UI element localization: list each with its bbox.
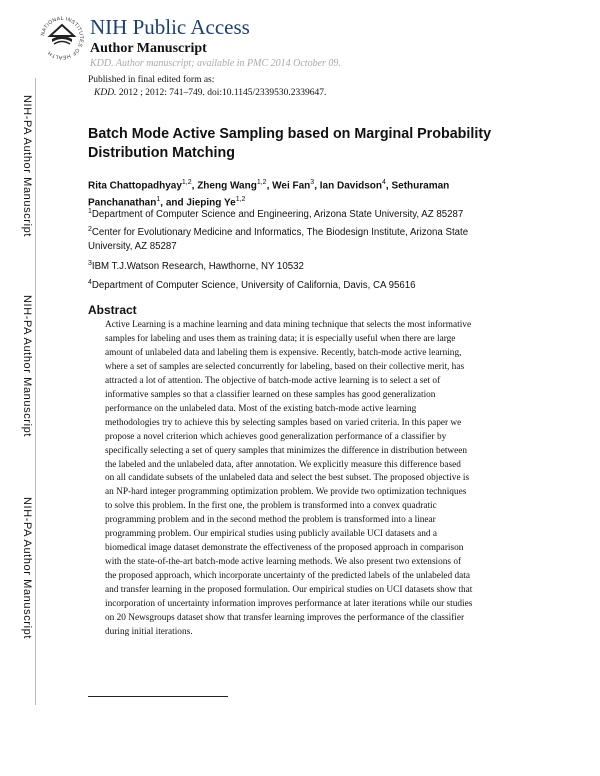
abstract-line: amount of unlabeled data and labeling them is expensive. Recently, batch-mode active learning, xyxy=(105,347,462,358)
logo-ring-text: NATIONAL INSTITUTES OF HEALTH xyxy=(40,15,85,61)
abstract-line: biomedical image dataset demonstrate the effectiveness of the proposed approach in comparison xyxy=(105,543,464,554)
sidebar-rule xyxy=(35,78,36,705)
abstract-line: and transfer learning in the proposed formulation. Our empirical studies on UCI datasets show that xyxy=(105,585,473,596)
abstract-line: samples for labeling and uses them as training data; it is especially useful when there are large xyxy=(105,333,456,344)
publication-citation xyxy=(94,88,326,98)
abstract-line: specifically selecting a set of query samples that minimizes the difference in distribution between xyxy=(105,445,468,456)
abstract-line: attracted a lot of attention. The objective of batch-mode active learning is to select a set of xyxy=(105,375,441,386)
author: Sethuraman Panchanathan xyxy=(88,180,450,209)
abstract-line: with the state-of-the-art batch-mode active learning methods. We also present two extensions of xyxy=(105,557,462,568)
author: Wei Fan xyxy=(272,180,311,192)
paper-title: Batch Mode Active Sampling based on Marginal Probability Distribution Matching xyxy=(88,126,492,161)
abstract-line: propose a novel criterion which achieves good generalization performance of a classifier by xyxy=(105,431,447,442)
affiliation: $^1$Department of Computer Science and Engineering, Arizona State University, AZ 85287 xyxy=(88,208,464,221)
abstract-line: the proposed approach, which incorporate uncertainty of the predicted labels of the unlabeled data xyxy=(105,571,471,582)
author-affiliation: 1,2 xyxy=(235,196,246,204)
author-list: Rita Chattopadhyay$^{1,2}$, Zheng Wang$^{1,2}$, Wei Fan$^3$, Ian Davidson$^4$, Sethuraman Panchanathan$^1$, and Jieping Ye$^{1,2}$ xyxy=(88,179,450,209)
abstract-line: Active Learning is a machine learning and data mining technique that selects the most informative xyxy=(105,320,472,330)
nih-public-access-title: NIH Public Access xyxy=(90,15,250,39)
abstract-line: an NP-hard integer programming optimization problem. We provide two optimization techniques xyxy=(105,487,467,498)
author-affiliation: 1,2 xyxy=(256,179,267,186)
abstract-line: the labeled and the unlabeled data, after annotation. We explicitly measure this difference based xyxy=(105,459,461,470)
abstract-line: incorporation of uncertainty information improves performance at later iterations while our studies xyxy=(105,599,473,610)
abstract-line: methodologies try to achieve this by selecting samples based on varied criteria. In this paper we xyxy=(105,417,462,428)
journal-name: KDD. xyxy=(94,88,117,98)
affiliation: $^4$Department of Computer Science, University of California, Davis, CA 95616 xyxy=(88,279,416,292)
sidebar-label-1: NIH-PA Author Manuscript xyxy=(21,95,33,237)
citation-details: 2012 ; 2012: 741–749. doi:10.1145/2339530.2339647. xyxy=(118,88,327,98)
nih-seal-logo xyxy=(38,8,86,68)
author: Jieping Ye xyxy=(186,197,236,209)
sidebar-label-3: NIH-PA Author Manuscript xyxy=(21,497,33,639)
affiliation: $^3$IBM T.J.Watson Research, Hawthorne, NY 10532 xyxy=(88,260,304,273)
author-manuscript-label: Author Manuscript xyxy=(90,41,207,56)
abstract-line: to solve this problem. In the first one, the problem is transformed into a convex quadratic xyxy=(105,501,437,512)
abstract-heading: Abstract xyxy=(88,303,137,317)
abstract-line: during initial iterations. xyxy=(105,626,193,637)
author: Rita Chattopadhyay xyxy=(88,180,182,192)
author: Zheng Wang xyxy=(197,180,257,192)
abstract-line: performance on the unlabeled data. Most of the existing batch-mode active learning xyxy=(105,403,417,414)
affiliation: $^2$Center for Evolutionary Medicine and Informatics, The Biodesign Institute, Arizona State University, AZ 85287 xyxy=(88,226,469,253)
author: Ian Davidson xyxy=(319,180,382,192)
abstract-line: informative samples so that a classifier learned on these samples has good generalization xyxy=(105,389,436,400)
published-in-label: Published in final edited form as: xyxy=(88,75,215,85)
author-affiliation: 1 xyxy=(156,196,161,204)
author-affiliation: 4 xyxy=(382,179,386,186)
author-affiliation: 1,2 xyxy=(181,179,192,186)
pmc-availability-line: KDD. Author manuscript; available in PMC 2014 October 09. xyxy=(90,58,341,69)
abstract-line: where a set of samples are selected concurrently for labeling, based on their collective merit, has xyxy=(105,361,465,372)
abstract-line: programming problem. Our empirical studies using publicly available UCI datasets and a xyxy=(105,529,438,540)
abstract-line: on all candidate subsets of the unlabeled data and select the best subset. The proposed objective is xyxy=(105,473,470,484)
author-affiliation: 3 xyxy=(310,179,315,186)
abstract-line: programming problem and in the second method the problem is transformed into a linear xyxy=(105,515,436,526)
abstract-line: on 20 Newsgroups dataset show that transfer learning improves the performance of the classifier xyxy=(105,613,465,624)
abstract-body xyxy=(105,319,495,640)
footnote-rule xyxy=(88,696,228,697)
sidebar-label-2: NIH-PA Author Manuscript xyxy=(21,295,33,437)
